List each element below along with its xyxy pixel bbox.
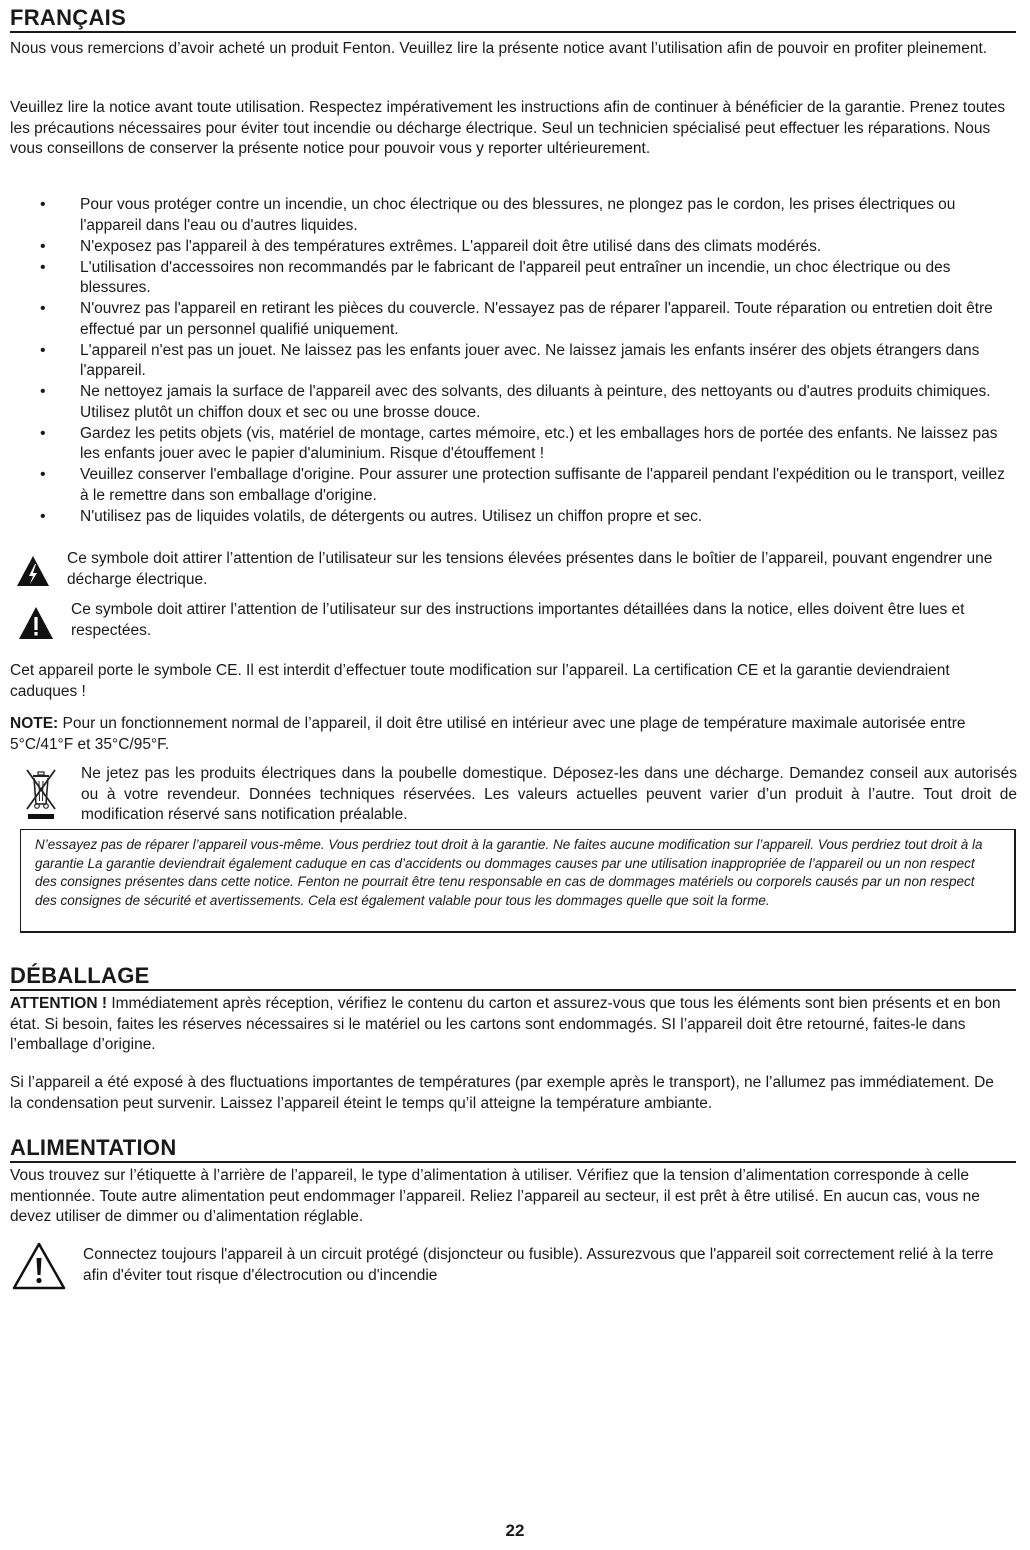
voltage-symbol-row <box>10 549 1016 591</box>
list-item: • Veuillez conserver l'emballage d'origine. Pour assurer une protection suffisante de l'appareil pendant l'expédition ou le transport, veillez à le remettre dans son emballage d'origine. <box>40 465 1008 506</box>
note-label: NOTE: <box>10 715 59 732</box>
instructions-symbol-row <box>10 600 1016 644</box>
note-paragraph <box>10 714 1010 755</box>
warranty-warning-box <box>20 829 1016 933</box>
section-title-deballage: DÉBALLAGE <box>10 964 1016 991</box>
section-title-francais: FRANÇAIS <box>10 6 1016 33</box>
list-item: • Pour vous protéger contre un incendie, un choc électrique ou des blessures, ne plongez pas le cordon, les prises électriques ou l'appareil dans l'eau ou d'autres liquides. <box>40 195 1008 236</box>
ce-paragraph: Cet appareil porte le symbole CE. Il est interdit d’effectuer toute modification sur l’appareil. La certification CE et la garantie deviendraient caduques ! <box>10 662 950 700</box>
attention-paragraph <box>10 994 1010 1056</box>
list-item: • Gardez les petits objets (vis, matériel de montage, cartes mémoire, etc.) et les emballages hors de portée des enfants. Ne laissez pas les enfants jouer avec le papier d'aluminium. Risque d'étouffement ! <box>40 424 1008 465</box>
caution-row <box>10 1240 1016 1294</box>
attention-text: Immédiatement après réception, vérifiez le contenu du carton et assurez-vous que tous les éléments sont bien présents et en bon état. Si besoin, faites les réserves nécessaires si le matériel ou les cartons sont endommagés. SI l’appareil doit être retourné, faites-le dans l’emballage d’origine. <box>10 995 1001 1053</box>
voltage-symbol-text: Ce symbole doit attirer l’attention de l’utilisateur sur les tensions élevées présentes dans le boîtier de l’appareil, pouvant engendrer une décharge électrique. <box>67 550 993 588</box>
condensation-paragraph: Si l’appareil a été exposé à des fluctuations importantes de températures (par exemple après le transport), ne l’allumez pas immédiatement. De la condensation peut survenir. Laissez l’appareil éteint le temps qu’il atteigne la température ambiante. <box>10 1074 994 1112</box>
list-item: • N'ouvrez pas l'appareil en retirant les pièces du couvercle. N'essayez pas de réparer l'appareil. Toute réparation ou entretien doit être effectué par un personnel qualifié uniquement. <box>40 299 1008 340</box>
list-item: • L'appareil n'est pas un jouet. Ne laissez pas les enfants jouer avec. Ne laissez jamais les enfants insérer des objets étrangers dans l'appareil. <box>40 341 1008 382</box>
weee-text: Ne jetez pas les produits électriques dans la poubelle domestique. Déposez-les dans une décharge. Demandez conseil aux autorisés ou à votre revendeur. Données techniques réservées. Les valeurs actuelles peuvent varier d’un produit à l’autre. Tout droit de modification réservé sans notification préalable. <box>81 765 1017 823</box>
section-title-alimentation: ALIMENTATION <box>10 1136 1016 1163</box>
list-item: • L'utilisation d'accessoires non recommandés par le fabricant de l'appareil peut entraîner un incendie, un choc électrique ou des blessures. <box>40 258 1008 299</box>
power-paragraph: Vous trouvez sur l’étiquette à l’arrière de l’appareil, le type d’alimentation à utiliser. Vérifiez que la tension d’alimentation corresponde à celle mentionnée. Toute autre alimentation peut endommager l’appareil. Reliez l’appareil au secteur, il est prêt à être utilisé. En aucun cas, vous ne devez utiliser de dimmer ou d’alimentation réglable. <box>10 1167 980 1225</box>
lightning-warning-icon <box>16 555 50 587</box>
list-item: • N'utilisez pas de liquides volatils, de détergents ou autres. Utilisez un chiffon propre et sec. <box>40 507 1008 528</box>
caution-text: Connectez toujours l'appareil à un circuit protégé (disjoncteur ou fusible). Assurezvous que l'appareil soit correctement relié à la terre afin d'éviter tout risque d'électrocution ou d'incendie <box>83 1246 994 1284</box>
instructions-symbol-text: Ce symbole doit attirer l’attention de l’utilisateur sur des instructions importantes détaillées dans la notice, elles doivent être lues et respectées. <box>71 601 965 639</box>
weee-row <box>10 764 1016 822</box>
instructions-paragraph: Veuillez lire la notice avant toute utilisation. Respectez impérativement les instructions afin de continuer à bénéficier de la garantie. Prenez toutes les précautions nécessaires pour éviter tout incendie ou décharge électrique. Seul un technicien spécialisé peut effectuer les réparations. Nous vous conseillons de conserver la présente notice pour pouvoir vous y reporter ultérieurement. <box>10 99 1006 157</box>
safety-list <box>40 195 1008 528</box>
note-text: Pour un fonctionnement normal de l’appareil, il doit être utilisé en intérieur avec une plage de température maximale autorisée entre 5°C/41°F et 35°C/95°F. <box>10 715 966 753</box>
list-item: • N'exposez pas l'appareil à des températures extrêmes. L'appareil doit être utilisé dans des climats modérés. <box>40 237 1008 258</box>
page-number: 22 <box>505 1521 525 1540</box>
intro-paragraph: Nous vous remercions d’avoir acheté un produit Fenton. Veuillez lire la présente notice avant l’utilisation afin de pouvoir en profiter pleinement. <box>10 40 988 57</box>
caution-triangle-icon <box>11 1241 67 1291</box>
list-item: • Ne nettoyez jamais la surface de l'appareil avec des solvants, des diluants à peinture, des nettoyants ou d'autres produits chimiques. Utilisez plutôt un chiffon doux et sec ou une brosse douce. <box>40 382 1008 423</box>
exclamation-warning-icon <box>18 606 54 640</box>
warranty-warning-text: N’essayez pas de réparer l’appareil vous-même. Vous perdriez tout droit à la garantie. Ne faites aucune modification sur l’appareil. Vous perdriez tout droit à la garantie La garantie deviendrait également caduque en cas d’accidents ou dommages causes par une utilisation inappropriée de l’appareil ou un non respect des consignes présentes dans cette notice. Fenton ne pourrait être tenu responsable en cas de dommages matériels ou corporels causés par un non respect des consignes de sécurité et avertissements. Cela est également valable pour tous les dommages quelle que soit la forme. <box>35 837 983 908</box>
crossed-bin-icon <box>24 766 58 822</box>
attention-label: ATTENTION ! <box>10 995 108 1012</box>
